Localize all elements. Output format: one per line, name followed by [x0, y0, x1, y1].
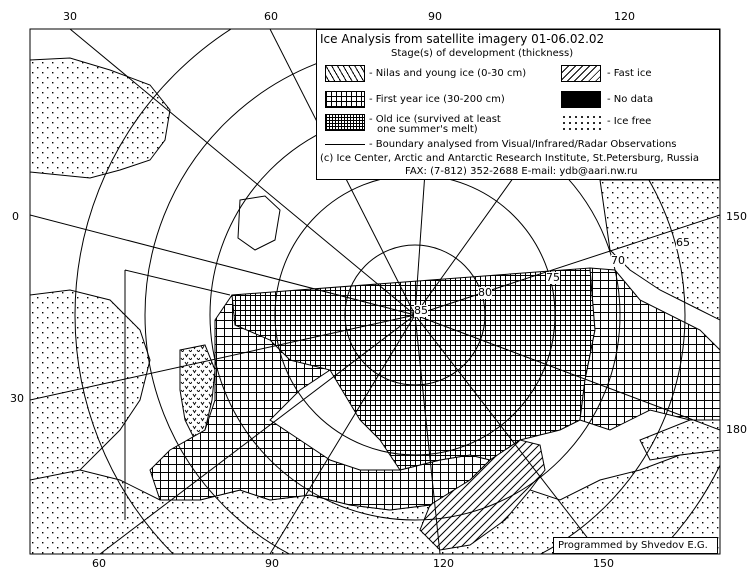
- lon-label-bottom-4: 150: [593, 557, 614, 570]
- legend-title: Ice Analysis from satellite imagery 01-06.02.02: [320, 32, 605, 46]
- old-ice-swatch: [325, 114, 365, 131]
- legend-nilas: - Nilas and young ice (0-30 cm): [369, 68, 527, 79]
- legend-ice-free: - Ice free: [607, 116, 652, 127]
- ice-free-swatch: [561, 114, 601, 131]
- lon-label-bottom-1: 60: [92, 557, 106, 570]
- lon-label-top-1: 30: [63, 10, 77, 23]
- nilas-swatch: [325, 65, 365, 82]
- legend-credit: (c) Ice Center, Arctic and Antarctic Research Institute, St.Petersburg, Russia: [320, 153, 699, 164]
- legend-first-year: - First year ice (30-200 cm): [369, 94, 505, 105]
- lon-label-top-4: 120: [614, 10, 635, 23]
- lon-label-left-1: 0: [12, 210, 19, 223]
- fast-ice-swatch: [561, 65, 601, 82]
- no-data-swatch: [561, 91, 601, 108]
- footer-credit: Programmed by Shvedov E.G.: [553, 537, 718, 554]
- legend-old-2: one summer's melt): [377, 124, 478, 135]
- boundary-line-sample: [325, 144, 365, 145]
- lat-label-75: 75: [546, 271, 560, 284]
- legend-fast: - Fast ice: [607, 68, 652, 79]
- lon-label-right-1: 150: [726, 210, 747, 223]
- legend-old-1: - Old ice (survived at least: [369, 114, 501, 125]
- lon-label-left-2: 30: [10, 392, 24, 405]
- legend-subtitle: Stage(s) of development (thickness): [391, 48, 574, 59]
- lat-label-85: 85: [414, 304, 428, 317]
- legend-no-data: - No data: [607, 94, 654, 105]
- legend-contact: FAX: (7-812) 352-2688 E-mail: ydb@aari.nw.ru: [405, 166, 638, 177]
- first-year-swatch: [325, 91, 365, 108]
- lon-label-top-3: 90: [428, 10, 442, 23]
- lon-label-top-2: 60: [264, 10, 278, 23]
- lat-label-80: 80: [478, 286, 492, 299]
- legend-boundary: - Boundary analysed from Visual/Infrared/Radar Observations: [369, 139, 677, 150]
- lon-label-bottom-2: 90: [265, 557, 279, 570]
- lat-label-65: 65: [676, 236, 690, 249]
- lon-label-bottom-3: 120: [433, 557, 454, 570]
- lon-label-right-2: 180: [726, 423, 747, 436]
- legend: [316, 29, 720, 180]
- lat-label-70: 70: [611, 254, 625, 267]
